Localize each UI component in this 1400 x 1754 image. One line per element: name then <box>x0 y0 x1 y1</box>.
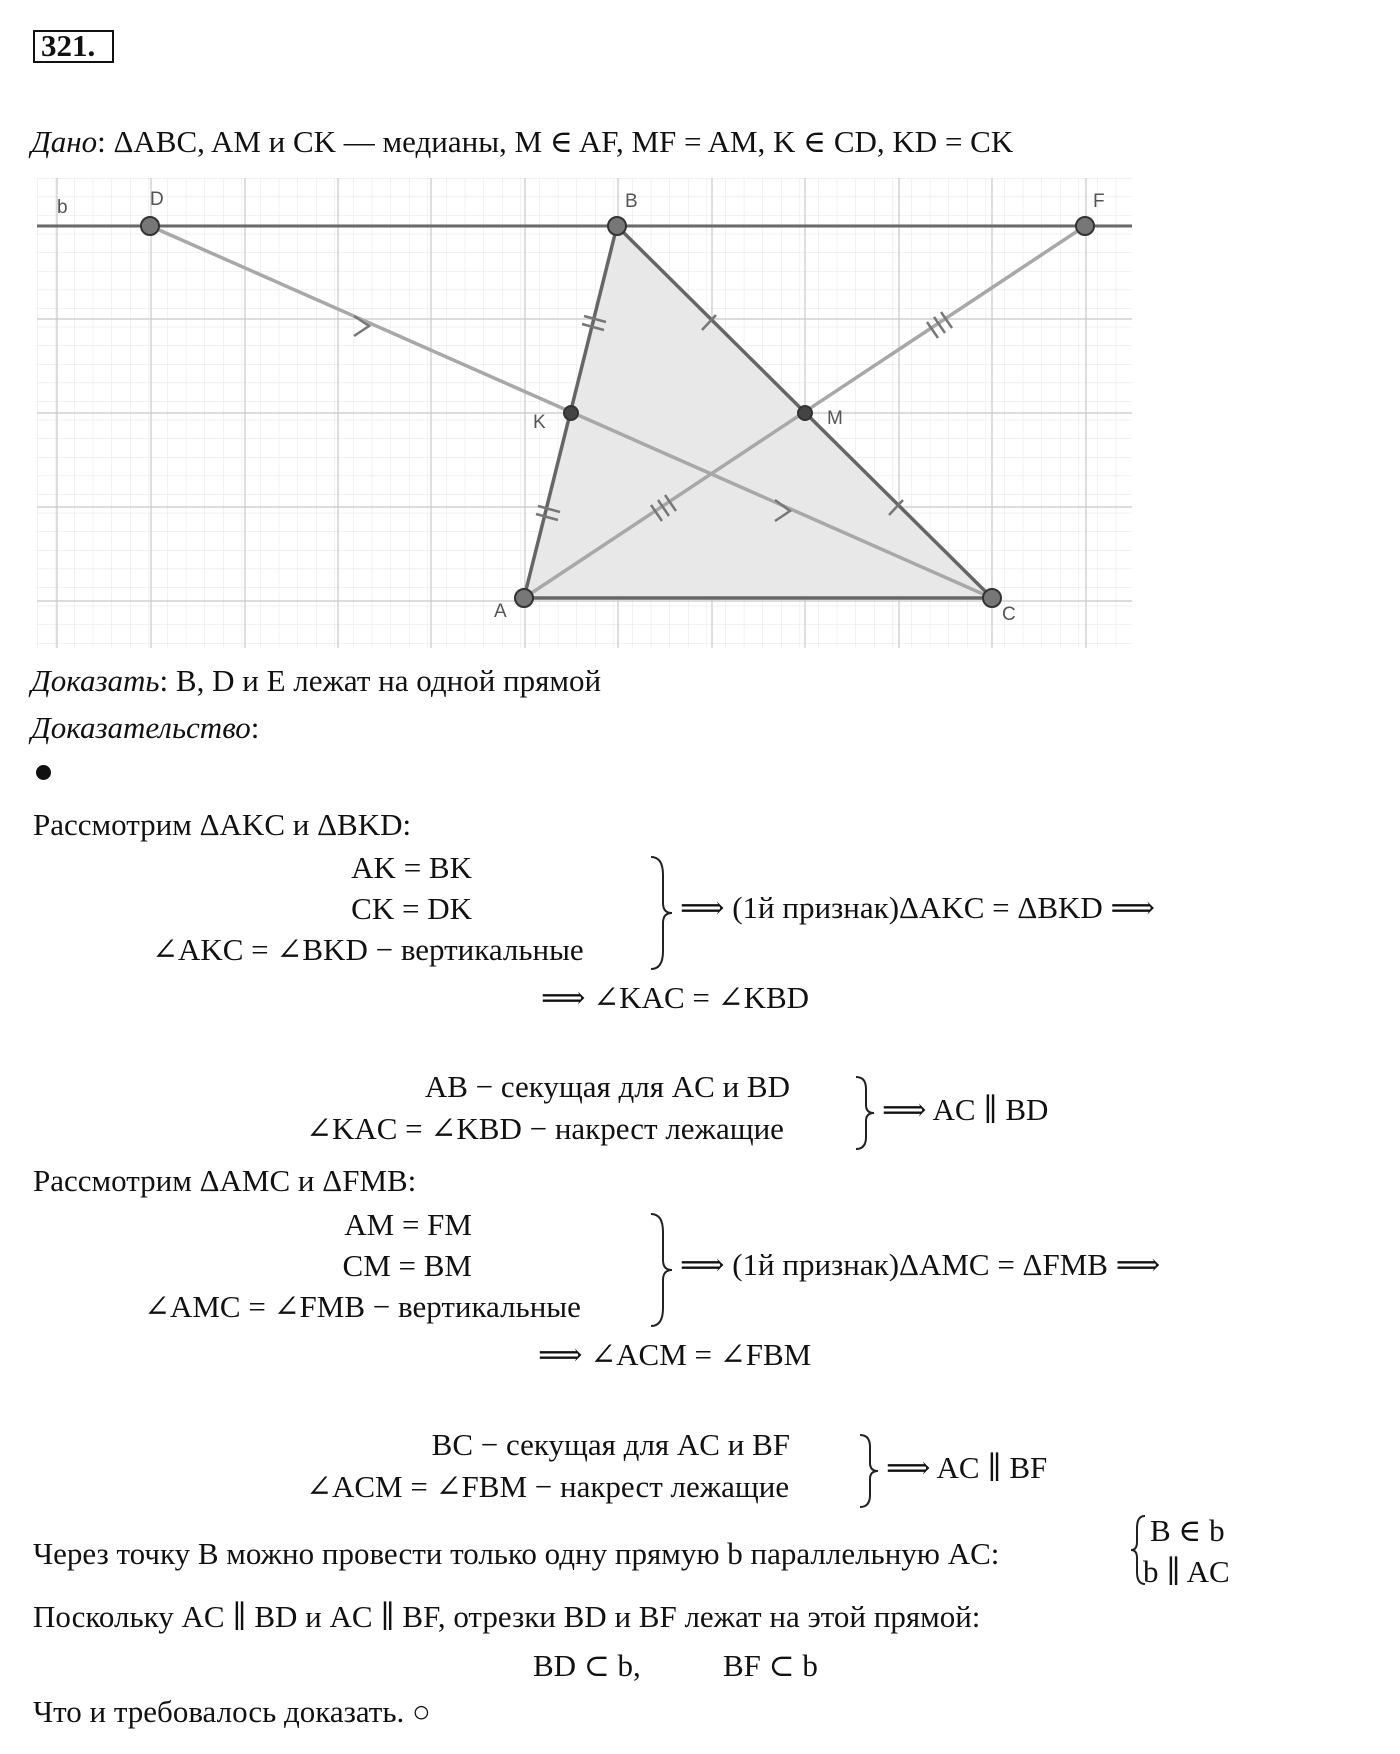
block2-line2: ∠KAC = ∠KBD − накрест лежащие <box>306 1111 784 1146</box>
system-line1: B ∈ b <box>1150 1513 1225 1548</box>
point-c <box>983 589 1001 607</box>
block3-conclusion: ⟹ ∠ACM = ∠FBM <box>538 1337 812 1372</box>
point-m <box>798 406 812 420</box>
block4-result: ⟹ AC ∥ BF <box>886 1450 1048 1485</box>
block3-line1: AM = FM <box>344 1207 472 1242</box>
point-f <box>1076 217 1094 235</box>
block1-result: ⟹ (1й признак)ΔAKC = ΔBKD ⟹ <box>680 890 1155 925</box>
block3-result: ⟹ (1й признак)ΔAMC = ΔFMB ⟹ <box>680 1247 1161 1282</box>
given-text: : ΔABC, AM и CK — медианы, M ∈ AF, MF = AM, K ∈ CD, KD = CK <box>97 124 1014 159</box>
point-a <box>515 589 533 607</box>
block4-line1: BC − секущая для AC и BF <box>431 1427 790 1462</box>
block1-line2: CK = DK <box>351 891 472 926</box>
label-c: C <box>1002 604 1016 625</box>
problem-number: 321. <box>41 28 96 63</box>
label-a: A <box>494 601 507 622</box>
block1-conclusion: ⟹ ∠KAC = ∠KBD <box>541 980 810 1015</box>
prove-text: : B, D и E лежат на одной прямой <box>159 663 602 698</box>
point-d <box>141 217 159 235</box>
qed-text: Что и требовалось доказать. ○ <box>33 1694 431 1729</box>
block2-line1: AB − секущая для AC и BD <box>424 1069 790 1104</box>
block3-brace <box>648 1212 674 1328</box>
label-b: B <box>625 191 638 212</box>
point-k <box>564 406 578 420</box>
label-f: F <box>1093 191 1105 212</box>
label-b-line: b <box>57 197 68 218</box>
label-m: M <box>827 408 843 429</box>
subset-bd: BD ⊂ b, <box>533 1648 641 1683</box>
block4-brace <box>858 1433 880 1509</box>
bullet <box>36 765 51 780</box>
block1-line1: AK = BK <box>351 850 472 885</box>
block1-line3: ∠AKC = ∠BKD − вертикальные <box>152 932 584 967</box>
geometry-figure <box>0 0 1400 660</box>
block2-result: ⟹ AC ∥ BD <box>882 1092 1049 1127</box>
prove-label: Доказать <box>31 663 160 698</box>
given-label: Дано <box>31 124 98 159</box>
proof-colon: : <box>250 710 260 745</box>
point-b <box>608 217 626 235</box>
subset-bf: BF ⊂ b <box>723 1648 818 1683</box>
label-d: D <box>150 189 164 210</box>
since-text: Поскольку AC ∥ BD и AC ∥ BF, отрезки BD и BF лежат на этой прямой: <box>33 1599 981 1634</box>
block3-line2: CM = BM <box>342 1248 472 1283</box>
proof-label: Доказательство <box>31 710 251 745</box>
block4-line2: ∠ACM = ∠FBM − накрест лежащие <box>306 1469 790 1504</box>
block3-intro: Рассмотрим ΔAMC и ΔFMB: <box>33 1163 417 1198</box>
through-point-text: Через точку B можно провести только одну прямую b параллельную AC: <box>33 1536 1000 1571</box>
prove-line <box>31 663 601 699</box>
proof-heading <box>31 710 259 746</box>
block1-intro: Рассмотрим ΔAKC и ΔBKD: <box>33 807 412 842</box>
block1-brace <box>648 855 674 971</box>
block3-line3: ∠AMC = ∠FMB − вертикальные <box>144 1289 581 1324</box>
system-line2: b ∥ AC <box>1143 1554 1230 1589</box>
block2-brace <box>854 1075 876 1151</box>
label-k: K <box>533 412 546 433</box>
